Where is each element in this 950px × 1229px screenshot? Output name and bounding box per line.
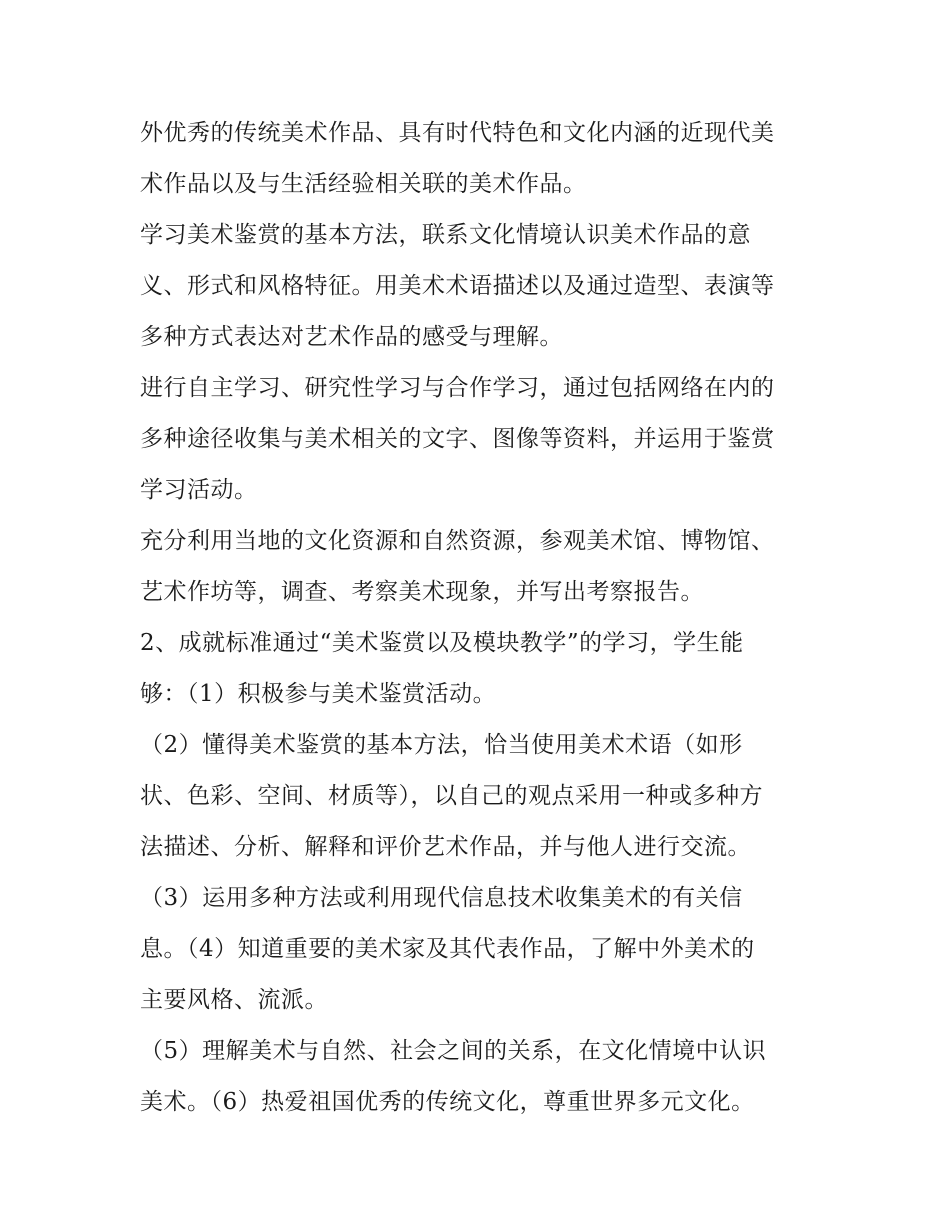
text-line: 进行自主学习、研究性学习与合作学习，通过包括网络在内的 <box>140 375 775 401</box>
text-line: 2、成就标准通过“美术鉴赏以及模块教学”的学习，学生能 <box>140 630 744 656</box>
text-line: 多种途径收集与美术相关的文字、图像等资料，并运用于鉴赏 <box>140 426 775 452</box>
text-line: 术作品以及与生活经验相关联的美术作品。 <box>140 171 587 197</box>
text-line: （3）运用多种方法或利用现代信息技术收集美术的有关信 <box>140 885 743 911</box>
text-line: 艺术作坊等，调查、考察美术现象，并写出考察报告。 <box>140 579 704 605</box>
text-line: 状、色彩、空间、材质等），以自己的观点采用一种或多种方 <box>140 783 763 809</box>
text-line: （5）理解美术与自然、社会之间的关系，在文化情境中认识 <box>140 1038 767 1064</box>
text-line: 息。（4）知道重要的美术家及其代表作品，了解中外美术的 <box>140 936 755 962</box>
text-line: （2）懂得美术鉴赏的基本方法，恰当使用美术术语（如形 <box>140 732 743 758</box>
text-line: 学习活动。 <box>140 477 258 503</box>
text-line: 法描述、分析、解释和评价艺术作品，并与他人进行交流。 <box>140 834 751 860</box>
text-line: 充分利用当地的文化资源和自然资源，参观美术馆、博物馆、 <box>140 528 775 554</box>
body-text <box>140 108 830 1128</box>
text-line: 外优秀的传统美术作品、具有时代特色和文化内涵的近现代美 <box>140 120 775 146</box>
text-line: 够：（1）积极参与美术鉴赏活动。 <box>140 681 497 707</box>
text-line: 学习美术鉴赏的基本方法，联系文化情境认识美术作品的意 <box>140 222 751 248</box>
text-line: 主要风格、流派。 <box>140 987 328 1013</box>
text-line: 美术。（6）热爱祖国优秀的传统文化，尊重世界多元文化。 <box>140 1089 755 1115</box>
text-line: 多种方式表达对艺术作品的感受与理解。 <box>140 324 563 350</box>
text-line: 义、形式和风格特征。用美术术语描述以及通过造型、表演等 <box>140 273 775 299</box>
